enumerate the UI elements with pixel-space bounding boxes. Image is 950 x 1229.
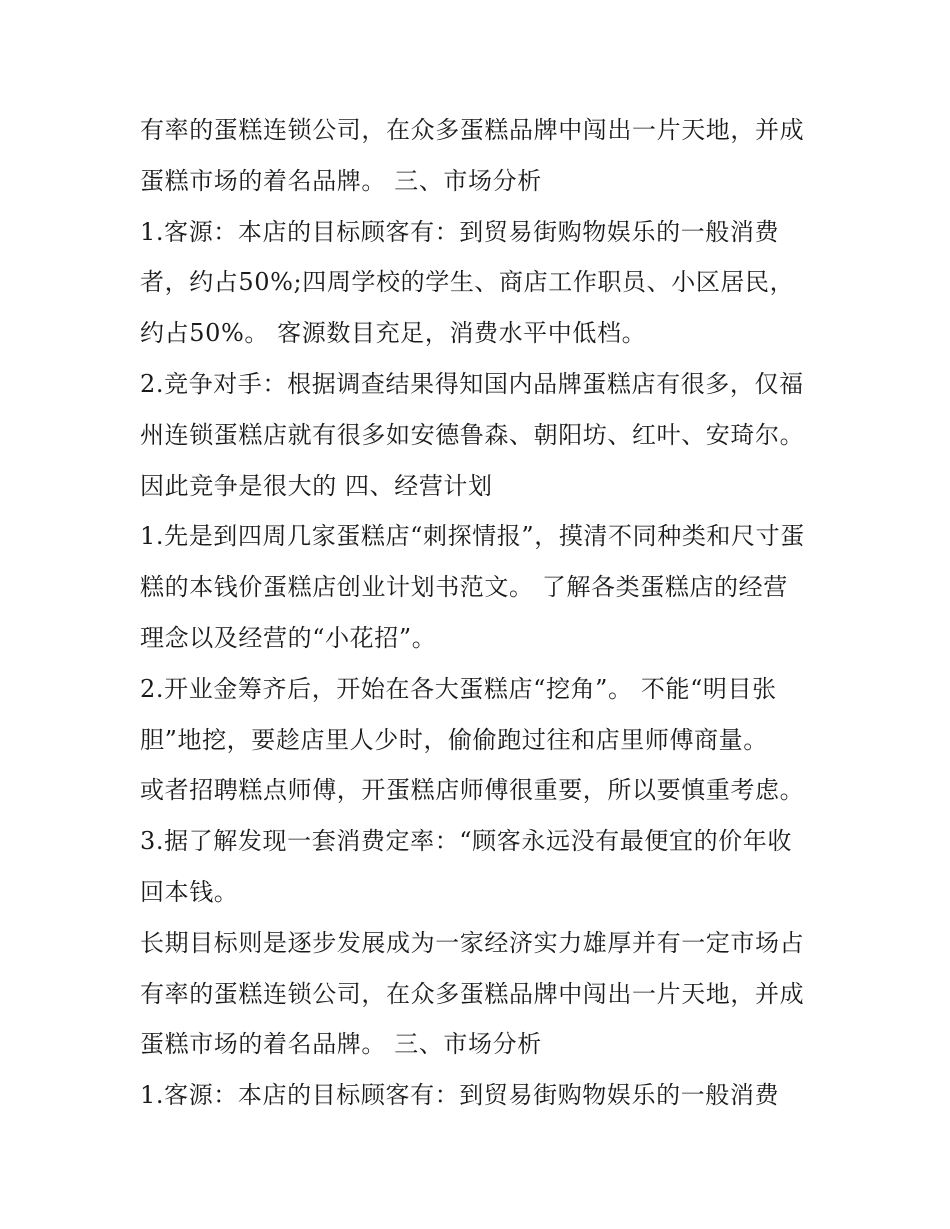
text-line: 州连锁蛋糕店就有很多如安德鲁森、朝阳坊、红叶、安琦尔。 <box>140 420 805 449</box>
text-line: 胆”地挖，要趁店里人少时，偷偷跑过往和店里师傅商量。 <box>140 725 768 754</box>
text-line: 有率的蛋糕连锁公司，在众多蛋糕品牌中闯出一片天地，并成 <box>140 116 805 144</box>
text-line: 或者招聘糕点师傅，开蛋糕店师傅很重要，所以要慎重考虑。 <box>140 776 805 805</box>
text-line: 约占50%。 客源数目充足，消费水平中低档。 <box>140 319 647 348</box>
text-line: 3.据了解发现一套消费定率：“顾客永远没有最便宜的价年收 <box>140 827 792 856</box>
text-line: 者，约占50%;四周学校的学生、商店工作职员、小区居民， <box>140 268 795 297</box>
text-line: 糕的本钱价蛋糕店创业计划书范文。 了解各类蛋糕店的经营 <box>140 573 788 602</box>
text-line: 1.客源：本店的目标顾客有：到贸易街购物娱乐的一般消费 <box>140 1081 780 1110</box>
text-line: 因此竞争是很大的 四、经营计划 <box>140 471 493 500</box>
text-line: 蛋糕市场的着名品牌。 三、市场分析 <box>140 1030 542 1059</box>
text-line: 长期目标则是逐步发展成为一家经济实力雄厚并有一定市场占 <box>140 928 805 957</box>
text-line: 蛋糕市场的着名品牌。 三、市场分析 <box>140 166 542 195</box>
body-text <box>140 105 830 1121</box>
text-line: 回本钱。 <box>140 877 239 906</box>
text-line: 2.开业金筹齐后，开始在各大蛋糕店“挖角”。 不能“明目张 <box>140 674 777 703</box>
text-line: 有率的蛋糕连锁公司，在众多蛋糕品牌中闯出一片天地，并成 <box>140 979 805 1008</box>
text-line: 1.客源：本店的目标顾客有：到贸易街购物娱乐的一般消费 <box>140 217 780 246</box>
text-line: 理念以及经营的“小花招”。 <box>140 623 437 652</box>
text-line: 2.竞争对手：根据调查结果得知国内品牌蛋糕店有很多，仅福 <box>140 369 804 398</box>
text-line: 1.先是到四周几家蛋糕店“刺探情报”，摸清不同种类和尺寸蛋 <box>140 522 805 551</box>
